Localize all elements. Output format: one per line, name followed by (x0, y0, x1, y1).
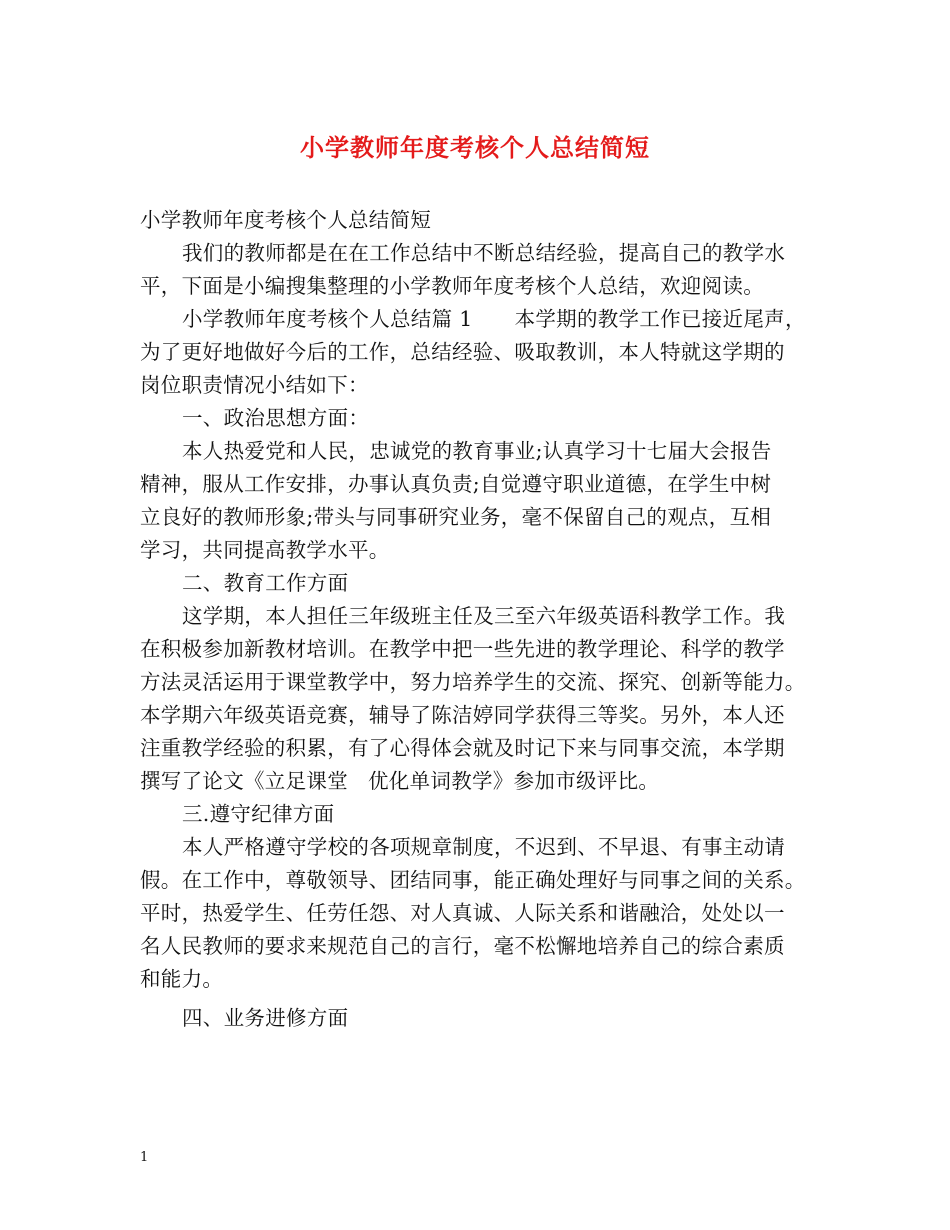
body-line: 我们的教师都是在在工作总结中不断总结经验，提高自己的教学水 (182, 241, 786, 265)
body-line: 精神，服从工作安排，办事认真负责;自觉遵守职业道德，在学生中树 (140, 472, 772, 496)
body-line-combined (140, 303, 815, 336)
section-heading: 四、业务进修方面 (182, 1006, 349, 1030)
body-line: 注重教学经验的积累，有了心得体会就及时记下来与同事交流，本学期 (140, 736, 785, 760)
body-line: 立良好的教师形象;带头与同事研究业务，毫不保留自己的观点，互相 (140, 505, 772, 529)
document-body (140, 204, 815, 1035)
body-line: 岗位职责情况小结如下： (140, 373, 369, 397)
body-line: 名人民教师的要求来规范自己的言行，毫不松懈地培养自己的综合素质 (140, 934, 785, 958)
body-line: 为了更好地做好今后的工作，总结经验、吸取教训，本人特就这学期的 (140, 340, 785, 364)
body-text: 优化单词教学》参加市级评比。 (368, 769, 660, 793)
page-number: 1 (140, 1150, 149, 1165)
body-line: 平，下面是小编搜集整理的小学教师年度考核个人总结，欢迎阅读。 (140, 274, 764, 298)
body-line: 这学期，本人担任三年级班主任及三至六年级英语科教学工作。我 (182, 604, 786, 628)
section-heading: 二、教育工作方面 (182, 571, 349, 595)
body-line: 小学教师年度考核个人总结简短 (140, 208, 432, 232)
section-heading: 小学教师年度考核个人总结篇 1 (182, 307, 473, 331)
body-line: 学习，共同提高教学水平。 (140, 538, 390, 562)
body-line: 本学期六年级英语竞赛，辅导了陈洁婷同学获得三等奖。另外，本人还 (140, 703, 785, 727)
document-title: 小学教师年度考核个人总结简短 (300, 133, 650, 162)
section-heading: 一、政治思想方面： (182, 406, 370, 430)
body-line-combined (140, 765, 815, 798)
body-line: 假。在工作中，尊敬领导、团结同事，能正确处理好与同事之间的关系。 (140, 868, 806, 892)
body-text: 本学期的教学工作已接近尾声， (514, 307, 806, 331)
body-text: 撰写了论文《立足课堂 (140, 769, 348, 793)
body-line: 方法灵活运用于课堂教学中，努力培养学生的交流、探究、创新等能力。 (140, 670, 806, 694)
body-line: 平时，热爱学生、任劳任怨、对人真诚、人际关系和谐融洽，处处以一 (140, 901, 785, 925)
section-heading: 三.遵守纪律方面 (182, 802, 335, 826)
body-line: 本人严格遵守学校的各项规章制度，不迟到、不早退、有事主动请 (182, 835, 786, 859)
body-line: 本人热爱党和人民，忠诚党的教育事业;认真学习十七届大会报告 (182, 439, 772, 463)
body-line: 和能力。 (140, 967, 224, 991)
body-line: 在积极参加新教材培训。在教学中把一些先进的教学理论、科学的教学 (140, 637, 785, 661)
